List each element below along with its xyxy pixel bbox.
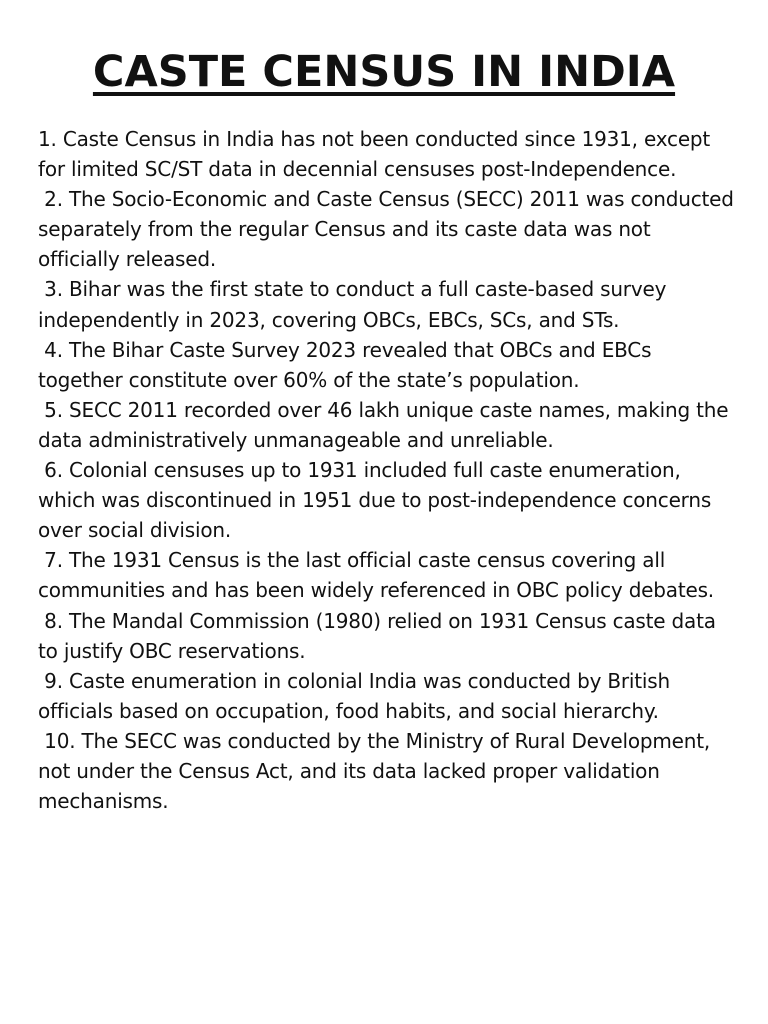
page-title (0, 42, 768, 102)
fact-item-4: 4. The Bihar Caste Survey 2023 revealed that OBCs and EBCs together constitute over 60% of the state’s population. (38, 337, 658, 392)
fact-item-5: 5. SECC 2011 recorded over 46 lakh unique caste names, making the data administratively unmanageable and unreliable. (38, 397, 735, 452)
fact-item-8: 8. The Mandal Commission (1980) relied on 1931 Census caste data to justify OBC reservations. (38, 608, 722, 663)
page-title-text: CASTE CENSUS IN INDIA (92, 47, 676, 97)
fact-item-10: 10. The SECC was conducted by the Ministry of Rural Development, not under the Census Act, and its data lacked proper validation mechanisms. (38, 728, 717, 814)
fact-item-1: 1. Caste Census in India has not been conducted since 1931, except for limited SC/ST data in decennial censuses post-Independence. (38, 127, 717, 182)
fact-item-7: 7. The 1931 Census is the last official caste census covering all communities and has been widely referenced in OBC policy debates. (38, 548, 714, 603)
fact-item-3: 3. Bihar was the first state to conduct a full caste-based survey independently in 2023, covering OBCs, EBCs, SCs, and STs. (38, 277, 673, 332)
fact-list (38, 124, 738, 816)
fact-item-2: 2. The Socio-Economic and Caste Census (SECC) 2011 was conducted separately from the regular Census and its caste data was not officially released. (38, 187, 740, 272)
fact-item-6: 6. Colonial censuses up to 1931 included full caste enumeration, which was discontinued in 1951 due to post-independence concerns over social division. (38, 458, 718, 543)
fact-item-9: 9. Caste enumeration in colonial India was conducted by British officials based on occupation, food habits, and social hierarchy. (38, 668, 677, 723)
